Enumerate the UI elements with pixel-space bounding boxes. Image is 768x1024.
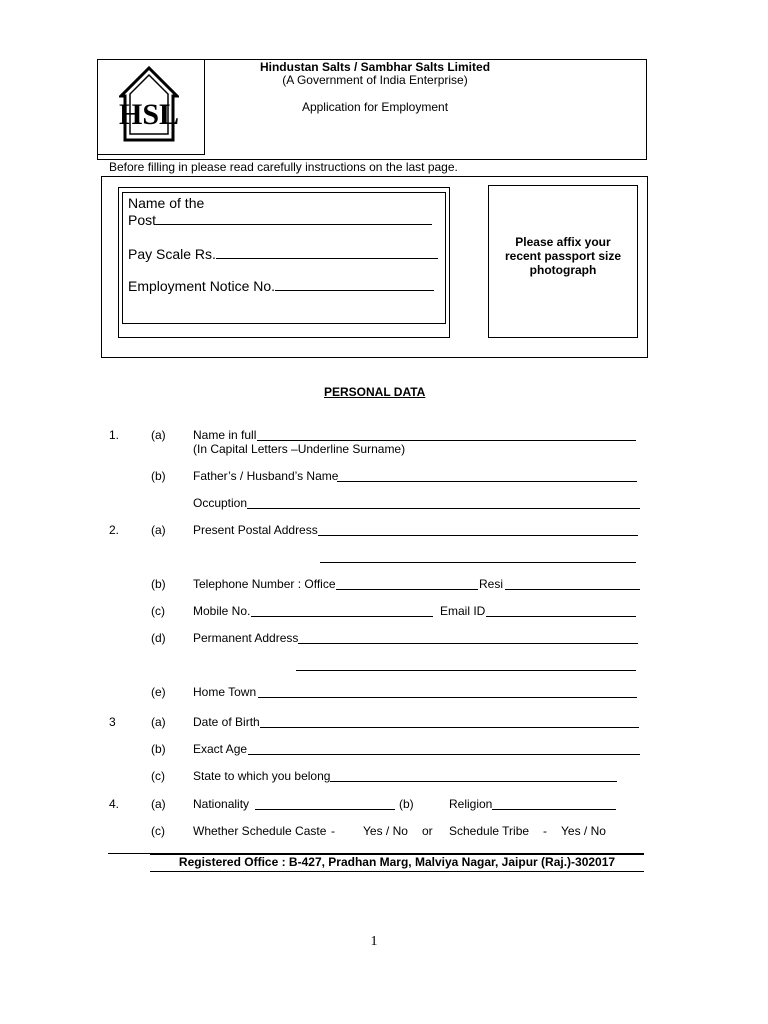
instruction-text: Before filling in please read carefully instructions on the last page. <box>109 160 458 174</box>
name-full-label: Name in full <box>193 428 257 442</box>
mobile-field[interactable] <box>251 616 433 617</box>
st-dash: - <box>543 824 547 838</box>
photo-box <box>488 185 638 338</box>
q2e-letter: (e) <box>151 685 166 699</box>
mobile-label: Mobile No. <box>193 604 251 618</box>
q4b-letter: (b) <box>399 797 414 811</box>
permanent-address-field[interactable] <box>298 643 638 644</box>
exact-age-field[interactable] <box>248 754 640 755</box>
permanent-address-label: Permanent Address <box>193 631 299 645</box>
exact-age-label: Exact Age <box>193 742 248 756</box>
q3a-letter: (a) <box>151 715 166 729</box>
dob-label: Date of Birth <box>193 715 260 729</box>
q2b-letter: (b) <box>151 577 166 591</box>
email-label: Email ID <box>440 604 486 618</box>
registered-office: Registered Office : B-427, Pradhan Marg, Malviya Nagar, Jaipur (Raj.)-302017 <box>178 855 616 869</box>
pay-scale-label: Pay Scale Rs. <box>128 246 216 262</box>
form-title: Application for Employment <box>301 100 449 114</box>
sc-dash: - <box>331 824 335 838</box>
q3c-letter: (c) <box>151 769 165 783</box>
company-name: Hindustan Salts / Sambhar Salts Limited <box>259 60 491 74</box>
q2d-letter: (d) <box>151 631 166 645</box>
pay-scale-row <box>128 245 438 262</box>
q1a-letter: (a) <box>151 428 166 442</box>
religion-label: Religion <box>449 797 493 811</box>
postal-address-field[interactable] <box>318 535 638 536</box>
page-number: 1 <box>370 934 378 949</box>
notice-no-field[interactable] <box>275 277 434 291</box>
telephone-resi-field[interactable] <box>505 589 640 590</box>
name-full-note: (In Capital Letters –Underline Surname) <box>193 442 406 456</box>
photo-instruction: Please affix your recent passport size photograph <box>504 234 622 277</box>
occupation-label: Occuption <box>193 496 248 510</box>
company-logo-icon <box>119 66 179 144</box>
st-yes-no[interactable]: Yes / No <box>561 824 606 838</box>
occupation-field[interactable] <box>247 508 640 509</box>
q1b-letter: (b) <box>151 469 166 483</box>
footer-rule-bottom <box>150 871 644 872</box>
state-label: State to which you belong <box>193 769 331 783</box>
name-full-field[interactable] <box>257 440 636 441</box>
telephone-label: Telephone Number : Office <box>193 577 336 591</box>
q4-number: 4. <box>109 797 120 811</box>
company-subtitle: (A Government of India Enterprise) <box>282 73 468 87</box>
q3b-letter: (b) <box>151 742 166 756</box>
q3-number: 3 <box>109 715 116 729</box>
dob-field[interactable] <box>260 727 639 728</box>
q4a-letter: (a) <box>151 797 166 811</box>
logo-letters: HSL <box>119 98 179 131</box>
sc-yes-no[interactable]: Yes / No <box>363 824 408 838</box>
postal-address-label: Present Postal Address <box>193 523 318 537</box>
post-name-label-2: Post <box>128 212 157 228</box>
postal-address-field-2[interactable] <box>320 562 636 563</box>
permanent-address-field-2[interactable] <box>296 670 636 671</box>
home-town-field[interactable] <box>258 697 637 698</box>
post-name-label-1: Name of the <box>128 195 205 211</box>
or-text: or <box>422 824 433 838</box>
q2a-letter: (a) <box>151 523 166 537</box>
notice-no-row <box>128 277 434 294</box>
logo-cell <box>97 59 205 155</box>
home-town-label: Home Town <box>193 685 257 699</box>
post-name-field[interactable] <box>156 211 432 225</box>
q2c-letter: (c) <box>151 604 165 618</box>
telephone-office-field[interactable] <box>336 589 478 590</box>
post-name-row <box>128 211 432 228</box>
sc-label: Whether Schedule Caste <box>193 824 327 838</box>
notice-no-label: Employment Notice No. <box>128 278 276 294</box>
q4c-letter: (c) <box>151 824 165 838</box>
email-field[interactable] <box>486 616 636 617</box>
pay-scale-field[interactable] <box>216 245 438 259</box>
father-name-field[interactable] <box>337 481 637 482</box>
q1-number: 1. <box>109 428 120 442</box>
resi-label: Resi <box>479 577 504 591</box>
father-name-label: Father’s / Husband’s Name <box>193 469 339 483</box>
section-title: PERSONAL DATA <box>324 385 426 399</box>
nationality-label: Nationality <box>193 797 250 811</box>
footer-rule-left <box>108 853 150 854</box>
st-label: Schedule Tribe <box>449 824 530 838</box>
nationality-field[interactable] <box>255 809 395 810</box>
religion-field[interactable] <box>492 809 616 810</box>
state-field[interactable] <box>330 781 617 782</box>
q2-number: 2. <box>109 523 120 537</box>
